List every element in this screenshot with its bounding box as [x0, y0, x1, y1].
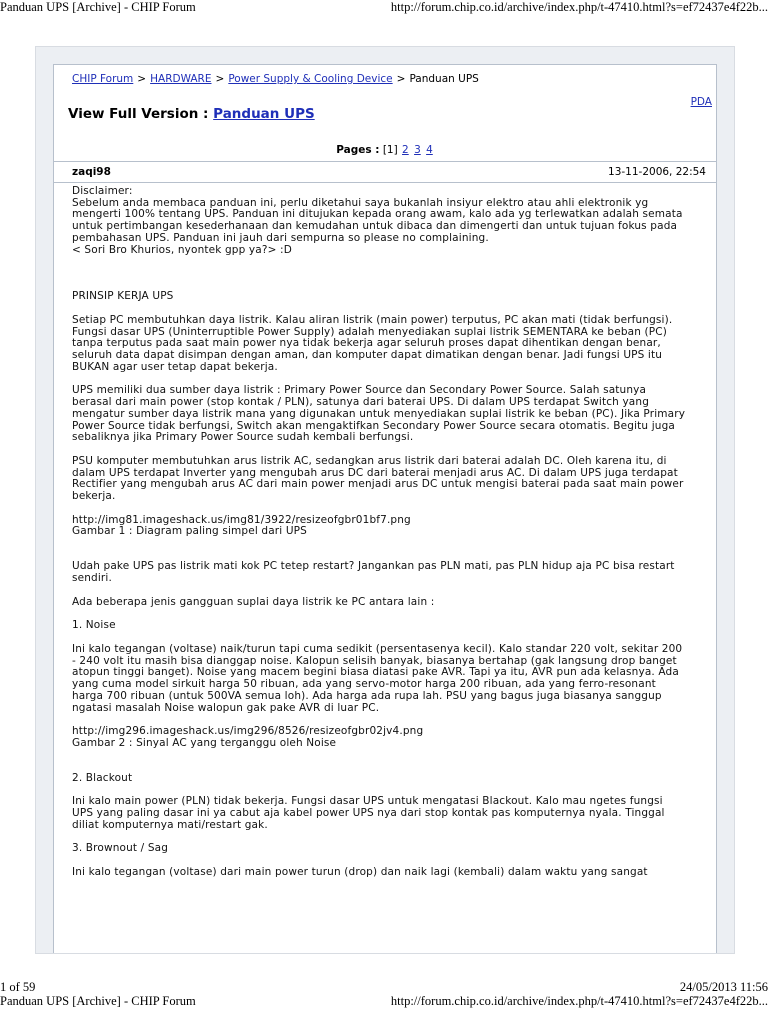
post-paragraph: Ini kalo main power (PLN) tidak bekerja. Fungsi dasar UPS untuk mengatasi Blackout. Kalo mau ngetes fungsi UPS yang paling dasar ini ya cabut aja kabel power UPS nya dari stop kontak pas komputernya nyala. Tinggal diliat komputernya mati/restart gak.: [72, 795, 665, 831]
print-header: [0, 0, 768, 16]
image-reference: http://img296.imageshack.us/img296/8526/resizeofgbr02jv4.png Gambar 2 : Sinyal AC yang terganggu oleh Noise: [72, 725, 424, 749]
breadcrumb-current: Panduan UPS: [409, 73, 479, 85]
post-author: zaqi98: [72, 166, 111, 178]
post-paragraph: Ini kalo tegangan (voltase) naik/turun tapi cuma sedikit (persentasenya kecil). Kalo standar 220 volt, sekitar 200 - 240 volt itu masih bisa dianggap noise. Kalopun selisih banyak, biasanya bertahap (gak langsung drop banget atopun tinggi banget). Noise yang macem begini biasa diatasi pake AVR. Tapi ya itu, AVR pun ada kelasnya. Ada yang cuma model sirkuit harga 50 ribuan, ada yang servo-motor harga 200 ribuan, ada yang ferro-resonant harga 700 ribuan (untuk 500VA semua loh). Ada harga ada rupa lah. PSU yang bagus juga biasanya sanggup ngatasi masalah Noise walopun gak pake AVR di luar PC.: [72, 642, 683, 714]
archive-page: [35, 46, 735, 954]
post-heading: PRINSIP KERJA UPS: [72, 290, 174, 303]
post-body: [72, 186, 700, 891]
breadcrumb-separator: >: [396, 73, 406, 85]
post-paragraph: Udah pake UPS pas listrik mati kok PC tetep restart? Jangankan pas PLN mati, pas PLN hidup aja PC bisa restart sendiri.: [72, 560, 675, 584]
print-footer-next-header: [0, 994, 768, 1010]
view-full-link[interactable]: Panduan UPS: [213, 106, 315, 122]
blank-spacer: [72, 762, 700, 773]
print-footer-url: http://forum.chip.co.id/archive/index.php/t-47410.html?s=ef72437e4f22b...: [390, 994, 768, 1008]
print-footer-title: Panduan UPS [Archive] - CHIP Forum: [0, 994, 196, 1008]
breadcrumb-link-chip-forum[interactable]: CHIP Forum: [72, 73, 134, 85]
print-header-url: http://forum.chip.co.id/archive/index.php/t-47410.html?s=ef72437e4f22b...: [390, 0, 768, 14]
post-paragraph: PSU komputer membutuhkan arus listrik AC, sedangkan arus listrik dari baterai adalah DC. Oleh karena itu, di dalam UPS terdapat Inverter yang mengubah arus DC dari baterai menjadi arus AC. Di dalam UPS juga terdapat Rectifier yang mengubah arus AC dari main power menjadi arus DC untuk mengisi baterai pada saat main power bekerja.: [72, 454, 684, 503]
pagination-link-2[interactable]: 2: [402, 144, 409, 156]
post-paragraph: Ini kalo tegangan (voltase) dari main power turun (drop) dan naik lagi (kembali) dalam waktu yang sangat: [72, 866, 648, 879]
post-heading: 3. Brownout / Sag: [72, 842, 169, 855]
breadcrumb-separator: >: [215, 73, 225, 85]
pagination-current: [1]: [382, 144, 398, 156]
post-paragraph: Disclaimer: Sebelum anda membaca panduan ini, perlu diketahui saya bukanlah insiyur elektro atau ahli elektronik yg mengerti 100% tentang UPS. Panduan ini ditujukan kepada orang awam, kalo ada yg terlewatkan adalah semata untuk pertimbangan kesederhanaan dan kemudahan untuk dibaca dan dimengerti dan untuk tujuan fokus pada pembahasan UPS. Panduan ini jauh dari sempurna so please no complaining. < Sori Bro Khurios, nyontek gpp ya?> :D: [72, 185, 683, 256]
breadcrumb-link-hardware[interactable]: HARDWARE: [150, 73, 212, 85]
pagination: [36, 144, 734, 156]
post-date: 13-11-2006, 22:54: [608, 166, 706, 178]
pagination-link-3[interactable]: 3: [414, 144, 421, 156]
breadcrumb: [72, 73, 479, 85]
post-paragraph: Setiap PC membutuhkan daya listrik. Kalau aliran listrik (main power) terputus, PC akan mati (tidak berfungsi). Fungsi dasar UPS (Uninterruptible Power Supply) adalah menyediakan suplai listrik SEMENTARA ke beban (PC) tanpa terputus pada saat main power nya tidak bekerja agar seluruh proses dapat dihentikan dengan benar, seluruh data dapat disimpan dengan aman, dan komputer dapat dimatikan dengan benar. Jadi fungsi UPS itu BUKAN agar user tetap dapat bekerja.: [72, 313, 673, 373]
breadcrumb-link-power-supply[interactable]: Power Supply & Cooling Device: [228, 73, 393, 85]
print-footer-datetime: 24/05/2013 11:56: [679, 980, 768, 994]
pagination-link-4[interactable]: 4: [426, 144, 433, 156]
post-paragraph: UPS memiliki dua sumber daya listrik : Primary Power Source dan Secondary Power Source. Salah satunya berasal dari main power (stop kontak / PLN), satunya dari baterai UPS. Di dalam UPS terdapat Switch yang mengatur sumber daya listrik mana yang digunakan untuk menyediakan suplai listrik ke beban (PC). Jika Primary Power Source tidak berfungsi, Switch akan mengaktifkan Secondary Power Source secara otomatis. Begitu juga sebaliknya jika Primary Power Source sudah kembali berfungsi.: [72, 384, 686, 444]
print-footer-page: 1 of 59: [0, 980, 36, 994]
post-heading: 2. Blackout: [72, 771, 133, 784]
blank-spacer: [72, 268, 700, 291]
pagination-label: Pages :: [336, 144, 380, 156]
print-header-title: Panduan UPS [Archive] - CHIP Forum: [0, 0, 196, 14]
pda-link[interactable]: PDA: [690, 96, 712, 108]
post-header: [54, 162, 716, 183]
breadcrumb-separator: >: [137, 73, 147, 85]
view-full-label: View Full Version :: [68, 106, 209, 122]
view-full-version: [68, 106, 315, 122]
post-heading: 1. Noise: [72, 619, 116, 632]
post: [53, 161, 717, 954]
image-reference: http://img81.imageshack.us/img81/3922/resizeofgbr01bf7.png Gambar 1 : Diagram paling simpel dari UPS: [72, 513, 411, 538]
post-paragraph: Ada beberapa jenis gangguan suplai daya listrik ke PC antara lain :: [72, 595, 435, 608]
